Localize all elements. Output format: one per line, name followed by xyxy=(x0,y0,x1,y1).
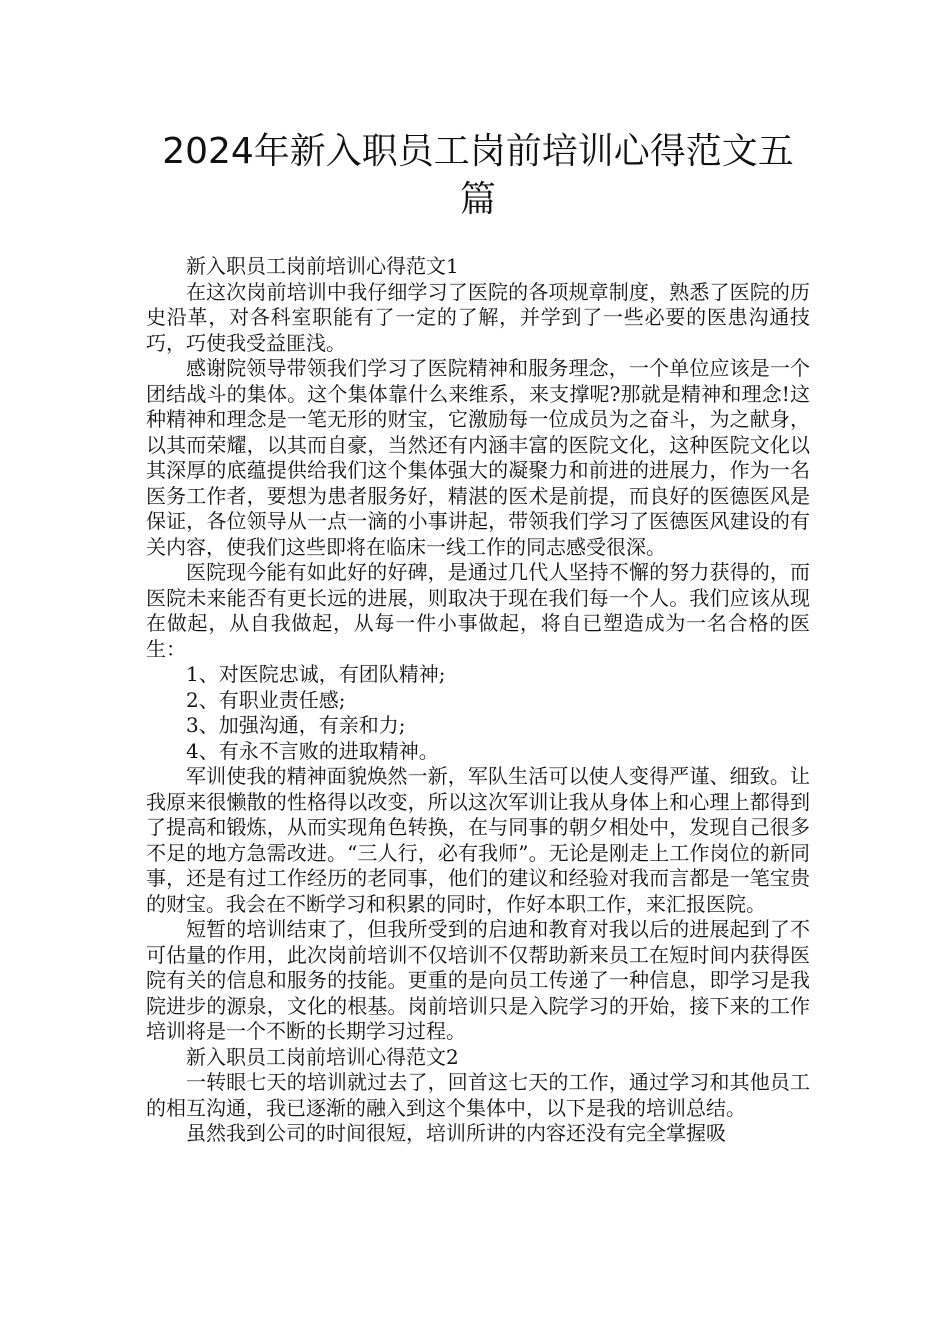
body-paragraph: 在这次岗前培训中我仔细学习了医院的各项规章制度，熟悉了医院的历史沿革，对各科室职能有了一定的了解，并学到了一些必要的医患沟通技巧，巧使我受益匪浅。 xyxy=(146,279,810,355)
body-paragraph: 一转眼七天的培训就过去了，回首这七天的工作，通过学习和其他员工的相互沟通，我已逐渐的融入到这个集体中，以下是我的培训总结。 xyxy=(146,1070,810,1120)
document-body xyxy=(146,254,810,1147)
body-paragraph: 虽然我到公司的时间很短，培训所讲的内容还没有完全掌握吸 xyxy=(186,1121,726,1145)
body-paragraph: 短暂的培训结束了，但我所受到的启迪和教育对我以后的进展起到了不可估量的作用，此次岗前培训不仅培训不仅帮助新来员工在短时间内获得医院有关的信息和服务的技能。更重的是向员工传递了一种信息，即学习是我院进步的源泉，文化的根基。岗前培训只是入院学习的开始，接下来的工作培训将是一个不断的长期学习过程。 xyxy=(146,917,810,1043)
list-item: 4、有永不言败的进取精神。 xyxy=(186,738,439,763)
list-item: 1、对医院忠诚，有团队精神; xyxy=(186,662,446,686)
list-item: 3、加强沟通，有亲和力; xyxy=(186,713,406,737)
document-title: 2024年新入职员工岗前培训心得范文五篇 xyxy=(162,131,794,220)
document-page xyxy=(146,128,810,1147)
body-paragraph: 医院现今能有如此好的好碑，是通过几代人坚持不懈的努力获得的，而医院未来能否有更长远的进展，则取决于现在我们每一个人。我们应该从现在做起，从自我做起，从每一件小事做起，将自已塑造成为一名合格的医生： xyxy=(146,560,810,661)
section-heading: 新入职员工岗前培训心得范文1 xyxy=(186,254,459,278)
body-paragraph: 军训使我的精神面貌焕然一新，军队生活可以使人变得严谨、细致。让我原来很懒散的性格得以改变，所以这次军训让我从身体上和心理上都得到了提高和锻炼，从而实现角色转换，在与同事的朝夕相处中，发现自己很多不足的地方急需改进。“三人行，必有我师”。无论是刚走上工作岗位的新同事，还是有过工作经历的老同事，他们的建议和经验对我而言都是一笔宝贵的财宝。我会在不断学习和积累的同时，作好本职工作，来汇报医院。 xyxy=(146,764,810,916)
list-item: 2、有职业责任感; xyxy=(186,687,346,712)
section-heading: 新入职员工岗前培训心得范文2 xyxy=(186,1044,459,1069)
body-paragraph: 感谢院领导带领我们学习了医院精神和服务理念，一个单位应该是一个团结战斗的集体。这个集体靠什么来维系，来支撑呢?那就是精神和理念!这种精神和理念是一笔无形的财宝，它激励每一位成员为之奋斗，为之献身，以其而荣耀，以其而自豪，当然还有内涵丰富的医院文化，这种医院文化以其深厚的底蕴提供给我们这个集体强大的凝聚力和前进的进展力，作为一名医务工作者，要想为患者服务好，精湛的医术是前提，而良好的医德医风是保证，各位领导从一点一滴的小事讲起，带领我们学习了医德医风建设的有关内容，使我们这些即将在临床一线工作的同志感受很深。 xyxy=(146,356,810,559)
